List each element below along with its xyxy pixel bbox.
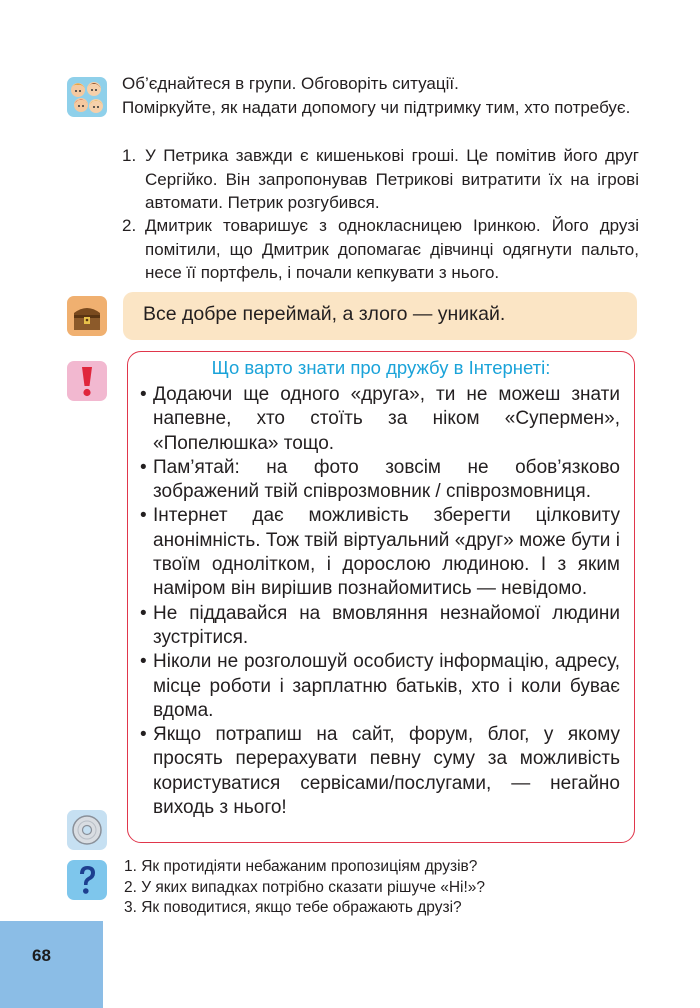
internet-bullets <box>141 383 620 820</box>
intro-text <box>122 72 639 120</box>
question-item: 3. Як поводитися, якщо тебе ображають друзі? <box>124 899 462 916</box>
list-item: • Інтернет дає можливість зберегти цілковиту анонімність. Тож твій віртуальний «друг» може бути і твоїм однолітком, і дорослою людиною. І з яким наміром він вирішив познайомитись — невідомо. <box>141 504 620 601</box>
question-item: 2. У яких випадках потрібно сказати рішуче «Ні!»? <box>124 878 486 896</box>
list-item: • Пам’ятай: на фото зовсім не обов’язково зображений твій співрозмовник / співрозмовниця. <box>141 456 620 505</box>
task-number: 1. <box>122 146 137 165</box>
list-item: • Додаючи ще одного «друга», ти не можеш знати напевне, хто стоїть за ніком «Супермен», «Попелюшка» тощо. <box>141 383 620 456</box>
group-of-children-icon <box>67 77 107 117</box>
proverb-text: Все добре переймай, а злого — уникай. <box>143 303 506 325</box>
task-text: Дмитрик товаришує з однокласницею Іринкою. Його друзі помітили, що Дмитрик допомагає дівчинці одягнути пальто, несе її портфель, і почали кепкувати з нього. <box>145 216 639 282</box>
intro-line-1: Об’єднайтеся в групи. Обговоріть ситуації. <box>122 74 459 93</box>
page-number: 68 <box>32 946 51 965</box>
task-number: 2. <box>122 216 137 235</box>
exclamation-icon <box>67 361 107 401</box>
questions-list <box>124 857 485 919</box>
question-mark-icon <box>67 860 107 900</box>
list-item: • Не піддавайся на вмовляння незнайомої людини зустрітися. <box>141 602 620 651</box>
proverb-box <box>123 292 637 340</box>
task-item <box>122 144 639 215</box>
internet-info-title: Що варто знати про дружбу в Інтернеті: <box>211 357 551 378</box>
task-text: У Петрика завжди є кишенькові гроші. Це помітив його друг Сергійко. Він запропонував Петрикові витратити їх на ігрові автомати. Петрик розгубився. <box>145 146 639 212</box>
list-item: • Якщо потрапиш на сайт, форум, блог, у якому просять перерахувати певну суму за можливість користуватися сервісами/послугами, — негайно виходь з нього! <box>141 723 620 820</box>
intro-line-2: Поміркуйте, як надати допомогу чи підтримку тим, хто потребує. <box>122 98 631 117</box>
list-item: • Ніколи не розголошуй особисту інформацію, адресу, місце роботи і зарплатню батьків, хто і коли буває вдома. <box>141 650 620 723</box>
task-item <box>122 214 639 285</box>
cd-disc-icon <box>67 810 107 850</box>
question-item: 1. Як протидіяти небажаним пропозиціям друзів? <box>124 858 478 875</box>
treasure-chest-icon <box>67 296 107 336</box>
